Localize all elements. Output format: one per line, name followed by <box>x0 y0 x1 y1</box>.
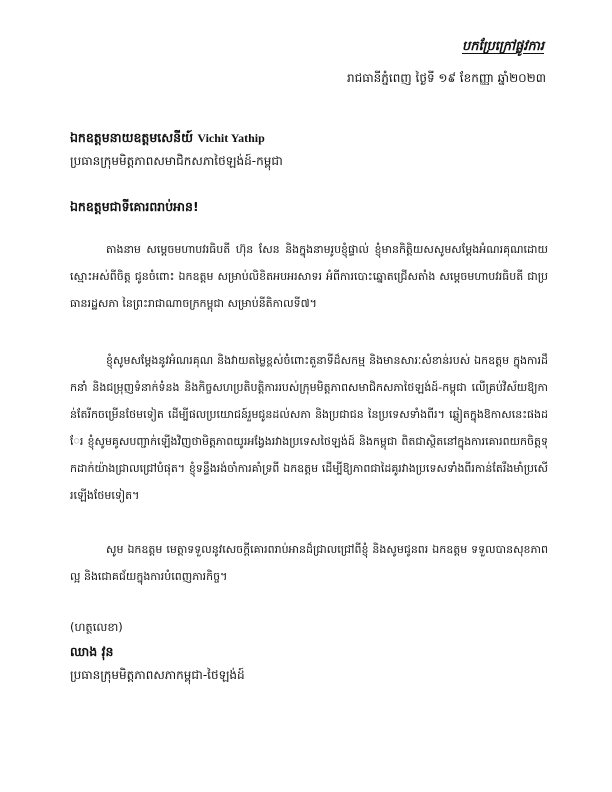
unofficial-translation-heading: បកប្រែក្រៅផ្លូវការ <box>461 39 544 54</box>
body-paragraph-2: ខ្ញុំសូមសម្តែងនូវអំណរគុណ និងវាយតម្លៃខ្ពស់ចំពោះតួនាទីដ៏សកម្ម និងមានសារៈសំខាន់របស់ ឯកឧត្តម ក្នុងការដឹកនាំ និងជម្រុញទំនាក់ទំនង និងកិច្ចសហប្រតិបត្តិការរបស់ក្រុមមិត្តភាពសមាជិកសភាថៃឡង់ដ៍-កម្ពុជា លើគ្រប់វិស័យឱ្យកាន់តែរីកចម្រើនថែមទៀត ដើម្បីផលប្រយោជន៍រួមជូនដល់សភា និងប្រជាជន នៃប្រទេសទាំងពីរ។ ឆ្លៀតក្នុងឱកាសនេះផងដែរ ខ្ញុំសូមគូសបញ្ជាក់ឡើងវិញថាមិត្តភាពយូរអង្វែងរវាងប្រទេសថៃឡង់ដ៍ និងកម្ពុជា ពិតជាស្ថិតនៅក្នុងការគោរពយកចិត្តទុកដាក់យ៉ាងជ្រាលជ្រៅបំផុត។ ខ្ញុំទន្ទឹងរង់ចាំការគាំទ្រពី ឯកឧត្តម ដើម្បីឱ្យភាពជាដៃគូរវាងប្រទេសទាំងពីរកាន់តែរឹងមាំប្រសើរឡើងថែមទៀត។ <box>70 354 548 502</box>
recipient-name <box>70 130 265 149</box>
signature-label: (ហត្ថលេខា) <box>70 620 123 634</box>
letter-date: រាជធានីភ្នំពេញ ថ្ងៃទី ១៩ ខែកញ្ញា ឆ្នាំ២០២៣ <box>346 71 546 85</box>
signatory-title: ប្រធានក្រុមមិត្តភាពសភាកម្ពុជា-ថៃឡង់ដ៍ <box>70 668 245 682</box>
body-paragraph-3: សូម ឯកឧត្តម មេត្តាទទួលនូវសេចក្តីគោរពរាប់អានដ៏ជ្រាលជ្រៅពីខ្ញុំ និងសូមជូនពរ ឯកឧត្តម ទទួលបានសុខភាពល្អ និងជោគជ័យក្នុងការបំពេញភារកិច្ច។ <box>70 543 548 583</box>
body-paragraph-1: តាងនាម សម្តេចមហាបវរធិបតី ហ៊ុន សែន និងក្នុងនាមរូបខ្ញុំផ្ទាល់ ខ្ញុំមានកិត្តិយសសូមសម្តែងអំណរគុណដោយស្មោះអស់ពីចិត្ត ជូនចំពោះ ឯកឧត្តម សម្រាប់លិខិតអបអរសាទរ អំពីការបោះឆ្នោតជ្រើសតាំង សម្តេចមហាបវរធិបតី ជាប្រធានរដ្ឋសភា នៃព្រះរាជាណាចក្រកម្ពុជា សម្រាប់នីតិកាលទី៧។ <box>70 243 548 310</box>
signatory-name: ឈាង វុន <box>70 644 114 659</box>
recipient-name-khmer: ឯកឧត្តមនាយឧត្តមសេនីយ៍ <box>70 130 193 145</box>
recipient-title: ប្រធានក្រុមមិត្តភាពសមាជិកសភាថៃឡង់ដ៍-កម្ពុជា <box>70 154 283 168</box>
salutation: ឯកឧត្តមជាទីគោរពរាប់អាន! <box>70 199 199 214</box>
recipient-name-latin: Vichit Yathip <box>197 131 265 145</box>
